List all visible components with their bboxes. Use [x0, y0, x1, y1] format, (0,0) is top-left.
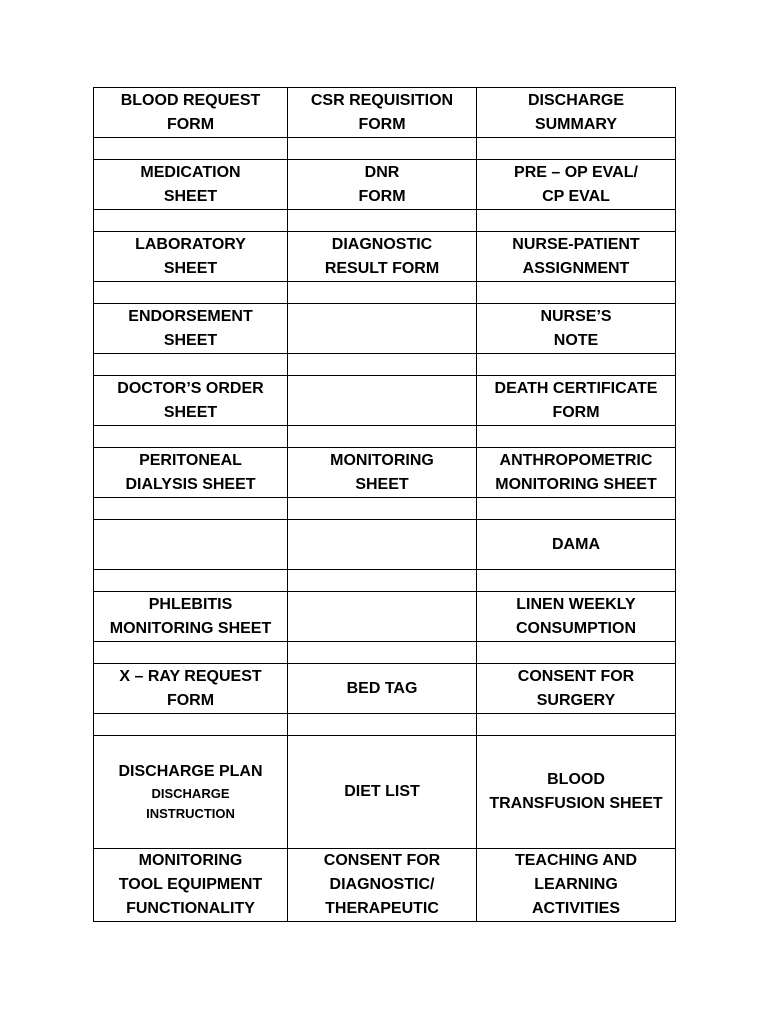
table-cell: MEDICATION SHEET [94, 160, 288, 210]
spacer-row [94, 714, 676, 736]
empty-cell [288, 282, 477, 304]
spacer-row [94, 138, 676, 160]
table-cell [288, 376, 477, 426]
table-cell: X – RAY REQUEST FORM [94, 664, 288, 714]
empty-cell [477, 642, 676, 664]
table-cell: CSR REQUISITION FORM [288, 88, 477, 138]
spacer-row [94, 354, 676, 376]
table-cell [288, 592, 477, 642]
empty-cell [94, 210, 288, 232]
table-row [94, 304, 676, 354]
forms-table [93, 87, 676, 922]
empty-cell [477, 282, 676, 304]
table-row [94, 160, 676, 210]
table-cell: DAMA [477, 520, 676, 570]
empty-cell [94, 354, 288, 376]
empty-cell [94, 570, 288, 592]
table-cell: BED TAG [288, 664, 477, 714]
table-cell: LABORATORY SHEET [94, 232, 288, 282]
cell-main-text: DISCHARGE PLAN [118, 763, 263, 780]
spacer-row [94, 642, 676, 664]
empty-cell [288, 354, 477, 376]
spacer-row [94, 426, 676, 448]
table-row [94, 592, 676, 642]
empty-cell [94, 714, 288, 736]
table-row [94, 664, 676, 714]
table-cell: MONITORING TOOL EQUIPMENT FUNCTIONALITY [94, 849, 288, 922]
empty-cell [288, 498, 477, 520]
table-cell: DNR FORM [288, 160, 477, 210]
table-cell: TEACHING AND LEARNING ACTIVITIES [477, 849, 676, 922]
table-cell: DEATH CERTIFICATE FORM [477, 376, 676, 426]
table-row [94, 849, 676, 922]
table-cell: MONITORING SHEET [288, 448, 477, 498]
cell-sub-text: DISCHARGE INSTRUCTION [146, 786, 235, 821]
table-cell: DIAGNOSTIC RESULT FORM [288, 232, 477, 282]
empty-cell [288, 642, 477, 664]
empty-cell [94, 498, 288, 520]
empty-cell [477, 354, 676, 376]
spacer-row [94, 498, 676, 520]
table-row [94, 520, 676, 570]
empty-cell [288, 570, 477, 592]
table-cell: BLOOD REQUEST FORM [94, 88, 288, 138]
empty-cell [94, 138, 288, 160]
empty-cell [94, 426, 288, 448]
table-cell: BLOOD TRANSFUSION SHEET [477, 736, 676, 849]
table-row [94, 736, 676, 849]
table-cell: NURSE’S NOTE [477, 304, 676, 354]
empty-cell [288, 426, 477, 448]
table-cell: PRE – OP EVAL/ CP EVAL [477, 160, 676, 210]
empty-cell [477, 714, 676, 736]
empty-cell [288, 210, 477, 232]
table-row [94, 232, 676, 282]
empty-cell [94, 642, 288, 664]
table-cell: ANTHROPOMETRIC MONITORING SHEET [477, 448, 676, 498]
spacer-row [94, 210, 676, 232]
empty-cell [288, 138, 477, 160]
table-cell [288, 520, 477, 570]
empty-cell [94, 282, 288, 304]
table-cell [94, 736, 288, 849]
spacer-row [94, 570, 676, 592]
empty-cell [477, 426, 676, 448]
table-cell [288, 304, 477, 354]
table-cell: DISCHARGE SUMMARY [477, 88, 676, 138]
table-cell: LINEN WEEKLY CONSUMPTION [477, 592, 676, 642]
table-cell [94, 520, 288, 570]
empty-cell [288, 714, 477, 736]
table-cell: CONSENT FOR SURGERY [477, 664, 676, 714]
table-row [94, 376, 676, 426]
empty-cell [477, 498, 676, 520]
table-cell: DOCTOR’S ORDER SHEET [94, 376, 288, 426]
table-cell: NURSE-PATIENT ASSIGNMENT [477, 232, 676, 282]
table-cell: ENDORSEMENT SHEET [94, 304, 288, 354]
table-row [94, 448, 676, 498]
table-cell: DIET LIST [288, 736, 477, 849]
table-cell: PERITONEAL DIALYSIS SHEET [94, 448, 288, 498]
table-cell: PHLEBITIS MONITORING SHEET [94, 592, 288, 642]
table-cell: CONSENT FOR DIAGNOSTIC/ THERAPEUTIC [288, 849, 477, 922]
empty-cell [477, 570, 676, 592]
table-row [94, 88, 676, 138]
empty-cell [477, 210, 676, 232]
empty-cell [477, 138, 676, 160]
spacer-row [94, 282, 676, 304]
